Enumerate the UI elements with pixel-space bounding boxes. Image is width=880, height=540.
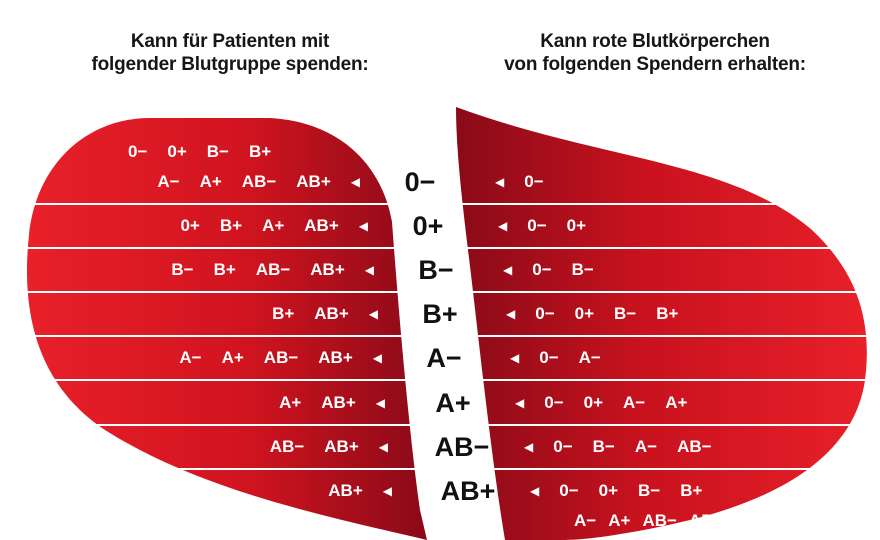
donate-to-b-pos <box>262 303 388 325</box>
donate-to-group: A+ <box>279 393 302 412</box>
donate-to-ab-neg <box>260 436 398 458</box>
donate-to-0-pos <box>170 215 378 237</box>
arrow-left-icon: ◀ <box>375 396 385 410</box>
blood-type-b-pos: B+ <box>422 299 458 329</box>
donate-to-group: A+ <box>199 172 222 191</box>
receive-from-ab-neg <box>514 436 722 458</box>
heading-donate-line-1: Kann für Patienten mit <box>130 31 330 52</box>
heading-donate-line-2: folgender Blutgruppe spenden: <box>91 54 369 75</box>
receive-from-group: 0+ <box>583 393 604 412</box>
donate-to-group: AB− <box>263 348 299 367</box>
receive-from-group: A+ <box>608 511 631 530</box>
donate-to-group: B− <box>206 142 229 161</box>
donate-to-group: B+ <box>219 216 243 235</box>
receive-from-group: 0− <box>532 260 552 279</box>
heading-receive-line-1: Kann rote Blutkörperchen <box>540 31 770 52</box>
receive-from-group: B+ <box>656 304 679 323</box>
receive-from-group: 0− <box>553 437 573 456</box>
receive-from-a-pos <box>505 392 697 414</box>
arrow-left-icon: ◀ <box>524 440 534 454</box>
donate-to-group: AB+ <box>321 393 356 412</box>
donate-to-group: B− <box>171 260 194 279</box>
arrow-left-icon: ◀ <box>364 263 374 277</box>
arrow-left-icon: ◀ <box>510 351 520 365</box>
receive-from-ab-pos <box>520 480 712 502</box>
receive-from-group: B+ <box>680 481 703 500</box>
blood-type-0-pos: 0+ <box>412 211 444 241</box>
blood-type-ab-neg: AB− <box>434 432 490 462</box>
receive-from-group: 0− <box>539 348 559 367</box>
blood-type-ab-pos: AB+ <box>440 476 496 506</box>
receive-from-group: 0− <box>535 304 555 323</box>
receive-from-0-pos <box>488 215 596 237</box>
arrow-left-icon: ◀ <box>358 219 368 233</box>
arrow-left-icon: ◀ <box>495 175 505 189</box>
receive-from-group: AB− <box>642 511 677 530</box>
receive-from-group: A− <box>578 348 601 367</box>
arrow-left-icon: ◀ <box>382 484 392 498</box>
heading-receive-line-2: von folgenden Spendern erhalten: <box>504 54 806 75</box>
donate-to-a-neg <box>169 347 392 369</box>
arrow-left-icon: ◀ <box>368 307 378 321</box>
receive-from-group: A− <box>634 437 658 456</box>
donate-to-group: B+ <box>249 142 272 161</box>
blood-type-a-pos: A+ <box>435 388 471 418</box>
receive-from-group: B− <box>571 260 594 279</box>
receive-from-b-pos <box>496 303 688 325</box>
arrow-left-icon: ◀ <box>378 440 388 454</box>
arrow-left-icon: ◀ <box>498 219 508 233</box>
receive-from-group: 0+ <box>598 481 619 500</box>
donate-to-group: AB+ <box>304 216 339 235</box>
donate-to-group: AB− <box>269 437 305 456</box>
receive-from-b-neg <box>493 259 604 281</box>
donate-to-group: AB− <box>255 260 291 279</box>
donate-to-group: A+ <box>221 348 244 367</box>
arrow-left-icon: ◀ <box>372 351 382 365</box>
receive-from-group: AB+ <box>688 511 724 530</box>
donate-to-group: B+ <box>272 304 295 323</box>
receive-from-group: B− <box>638 481 661 500</box>
donate-to-extra-0-neg <box>118 141 281 163</box>
receive-from-group: 0− <box>544 393 564 412</box>
receive-from-0-neg <box>485 171 554 193</box>
donate-to-0-neg <box>147 171 370 193</box>
donate-to-group: A− <box>157 172 180 191</box>
arrow-left-icon: ◀ <box>506 307 516 321</box>
receive-from-extra-ab-pos <box>568 510 729 532</box>
donate-to-group: AB+ <box>328 481 363 500</box>
receive-from-group: 0+ <box>574 304 595 323</box>
arrow-left-icon: ◀ <box>515 396 525 410</box>
receive-from-group: B− <box>592 437 615 456</box>
receive-from-group: AB− <box>677 437 712 456</box>
donate-to-a-pos <box>269 392 395 414</box>
donate-to-group: A− <box>179 348 202 367</box>
arrow-left-icon: ◀ <box>503 263 513 277</box>
receive-from-group: A− <box>623 393 646 412</box>
donate-to-ab-pos <box>318 480 402 502</box>
receive-from-group: 0− <box>559 481 579 500</box>
receive-from-group: A− <box>574 511 597 530</box>
donate-to-group: AB+ <box>310 260 345 279</box>
arrow-left-icon: ◀ <box>350 175 360 189</box>
donate-to-group: 0− <box>128 142 148 161</box>
blood-type-0-neg: 0− <box>404 167 436 197</box>
donate-to-group: 0+ <box>167 142 187 161</box>
receive-from-group: B− <box>614 304 637 323</box>
receive-from-group: 0− <box>524 172 544 191</box>
donate-to-group: A+ <box>262 216 285 235</box>
receive-from-a-neg <box>500 347 611 369</box>
receive-from-group: 0+ <box>566 216 587 235</box>
donate-to-group: AB+ <box>324 437 359 456</box>
blood-type-b-neg: B− <box>418 255 454 285</box>
donate-to-group: AB+ <box>314 304 349 323</box>
receive-from-group: 0− <box>527 216 547 235</box>
donate-to-b-neg <box>161 259 384 281</box>
donate-to-group: B+ <box>213 260 236 279</box>
donate-to-group: AB+ <box>296 172 331 191</box>
blood-type-a-neg: A− <box>426 343 462 373</box>
donate-to-group: AB+ <box>318 348 353 367</box>
arrow-left-icon: ◀ <box>530 484 540 498</box>
donate-to-group: 0+ <box>180 216 200 235</box>
donate-to-group: AB− <box>241 172 277 191</box>
receive-from-group: A+ <box>665 393 688 412</box>
